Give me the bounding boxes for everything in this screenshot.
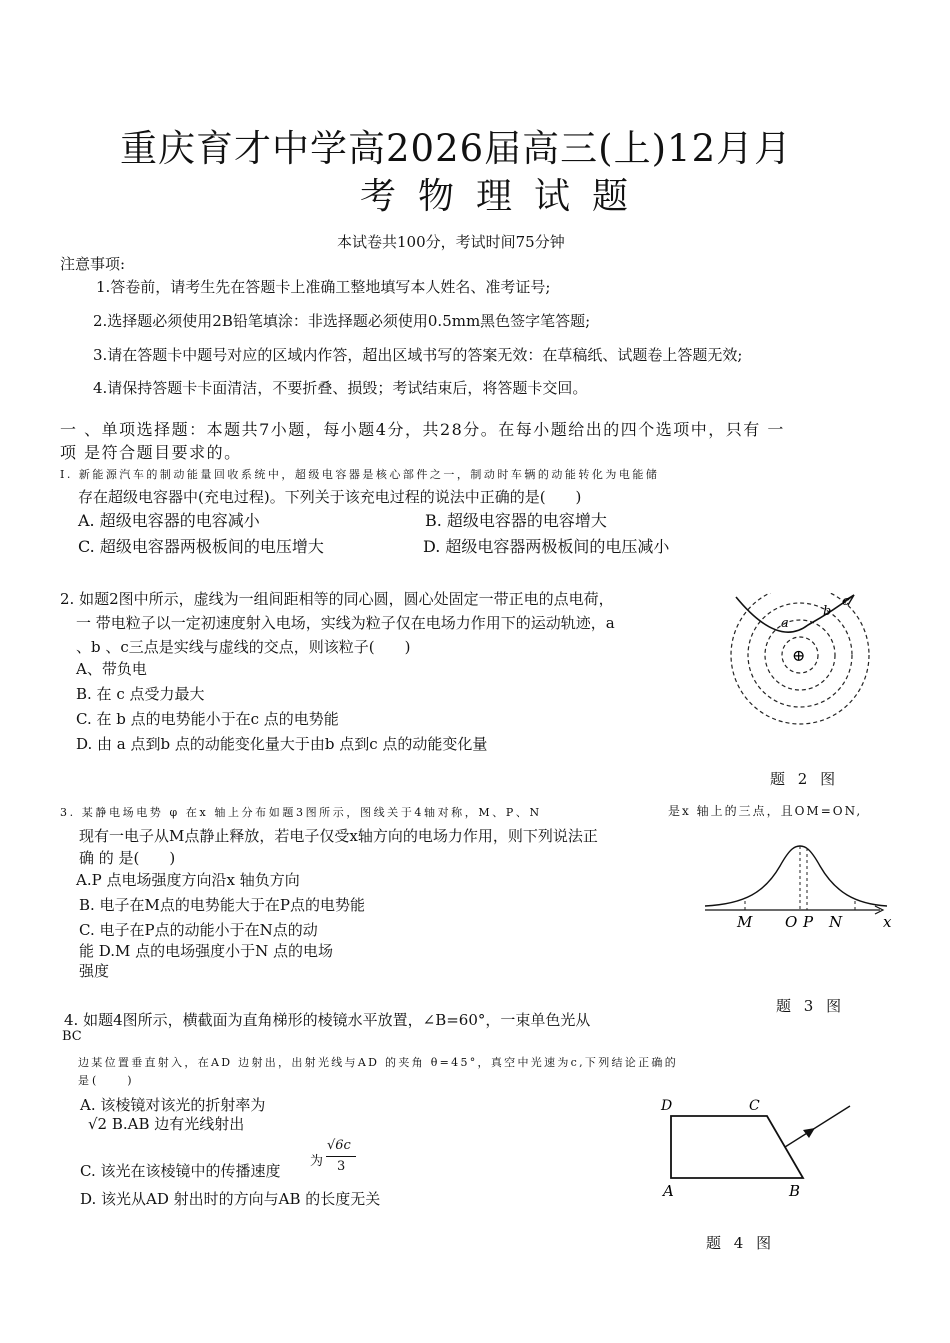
q4-option-d: D. 该光从AD 射出时的方向与AB 的长度无关 [80, 1190, 381, 1208]
q4-option-c: C. 该光在该棱镜中的传播速度 [80, 1162, 281, 1180]
q4-label-a: A [663, 1182, 674, 1200]
q4-label-d: D [661, 1098, 673, 1114]
q4-stem-line1-cont: BC [62, 1029, 82, 1044]
q1-stem-line2: 存在超级电容器中(充电过程)。下列关于该充电过程的说法中正确的是( ) [78, 488, 582, 506]
q1-option-d: D. 超级电容器两极板间的电压减小 [423, 537, 670, 556]
q2-option-a: A、带负电 [76, 660, 147, 678]
notice-item-4: 4.请保持答题卡卡面清洁，不要折叠、损毁；考试结束后，将答题卡交回。 [93, 379, 588, 397]
q2-positive-charge-icon: ⊕ [792, 646, 806, 665]
exam-title-line2: 考物理试题 [360, 176, 651, 217]
q1-option-c: C. 超级电容器两极板间的电压增大 [78, 537, 324, 556]
q2-label-a: a [781, 616, 789, 631]
q4-ray-arrow-icon [803, 1128, 815, 1138]
q4-incident-ray [785, 1106, 850, 1147]
q3-label-n: N [829, 913, 843, 931]
q1-option-a: A. 超级电容器的电容减小 [78, 511, 260, 530]
q4-trapezoid-prism [671, 1116, 803, 1178]
section-heading-line1: 一 、单项选择题：本题共7小题，每小题4分，共28分。在每小题给出的四个选项中，只有 一 [60, 420, 785, 439]
notice-item-3: 3.请在答题卡中题号对应的区域内作答，超出区域书写的答案无效：在草稿纸、试题卷上答题无效; [93, 346, 743, 364]
q3-stem-line3: 确 的 是( ) [79, 849, 176, 867]
q3-stem-line2: 现有一电子从M点静止释放，若电子仅受x轴方向的电场力作用，则下列说法正 [79, 827, 598, 845]
exam-title-line1: 重庆育才中学高2026届高三(上)12月月 [120, 127, 793, 170]
q3-option-d-cont: 强度 [79, 962, 110, 980]
q4-label-b: B [789, 1182, 801, 1200]
q3-option-a: A.P 点电场强度方向沿x 轴负方向 [76, 871, 300, 889]
q3-label-x: x [883, 913, 892, 931]
q3-label-m: M [737, 913, 753, 931]
q4-option-a: A. 该棱镜对该光的折射率为 [80, 1096, 266, 1114]
q1-option-b: B. 超级电容器的电容增大 [425, 511, 607, 530]
q4-speed-denominator: 3 [337, 1159, 346, 1174]
q3-option-b: B. 电子在M点的电势能大于在P点的电势能 [79, 896, 366, 914]
q2-option-c: C. 在 b 点的电势能小于在c 点的电势能 [76, 710, 339, 728]
q2-figure-concentric-field [718, 593, 886, 733]
q4-stem-line3: 是( ) [78, 1074, 135, 1087]
q2-option-d: D. 由 a 点到b 点的动能变化量大于由b 点到c 点的动能变化量 [76, 735, 488, 753]
q2-stem-line3: 、b 、c三点是实线与虚线的交点，则该粒子( ) [76, 638, 411, 656]
q3-stem-line1-end: 是x 轴上的三点，且OM=ON, [668, 804, 863, 818]
q3-label-o: O [785, 913, 798, 931]
q4-figure-prism [655, 1098, 865, 1203]
q4-speed-numerator: √6c [327, 1138, 351, 1153]
q4-option-a-cont-and-b: √2 B.AB 边有光线射出 [88, 1115, 245, 1133]
q3-label-p: P [803, 913, 814, 931]
notice-item-2: 2.选择题必须使用2B铅笔填涂：非选择题必须使用0.5mm黑色签字笔答题; [93, 312, 591, 330]
q4-stem-line2: 边某位置垂直射入，在AD 边射出，出射光线与AD 的夹角 θ=45°，真空中光速为c,下列结论正确的 [78, 1056, 679, 1069]
q2-particle-trajectory [736, 595, 854, 632]
q4-stem-line1: 4. 如题4图所示，横截面为直角梯形的棱镜水平放置，∠B=60°，一束单色光从 [64, 1011, 591, 1029]
q3-stem-line1: 3. 某静电场电势 φ 在x 轴上分布如题3图所示，图线关于4轴对称，M、P、N [60, 806, 542, 819]
q4-speed-prefix: 为 [310, 1154, 324, 1169]
q4-label-c: C [749, 1098, 760, 1114]
q4-fraction-bar [326, 1156, 356, 1157]
q2-stem-line2: 一 带电粒子以一定初速度射入电场，实线为粒子仅在电场力作用下的运动轨迹，a [76, 614, 615, 632]
q2-label-c: c [842, 594, 850, 609]
q1-stem-line1: I. 新能源汽车的制动能量回收系统中，超级电容器是核心部件之一，制动时车辆的动能转化为电能储 [60, 468, 660, 481]
q4-figure-caption: 题 4 图 [706, 1234, 776, 1252]
q2-stem-line1: 2. 如题2图中所示，虚线为一组间距相等的同心圆，圆心处固定一带正电的点电荷， [60, 590, 614, 608]
notice-heading: 注意事项: [60, 255, 126, 273]
q3-potential-curve [705, 846, 887, 906]
exam-subtitle: 本试卷共100分，考试时间75分钟 [337, 233, 565, 251]
q3-figure-caption: 题 3 图 [776, 997, 846, 1015]
section-heading-line2: 项 是符合题目要求的。 [60, 443, 242, 462]
q3-figure-potential-curve [695, 838, 895, 938]
q3-option-c: C. 电子在P点的动能小于在N点的动 [79, 921, 318, 939]
q3-option-c-cont-and-d: 能 D.M 点的电场强度小于N 点的电场 [79, 942, 334, 960]
q2-option-b: B. 在 c 点受力最大 [76, 685, 205, 703]
notice-item-1: 1.答卷前，请考生先在答题卡上准确工整地填写本人姓名、准考证号; [96, 278, 551, 296]
q2-figure-caption: 题 2 图 [770, 770, 840, 788]
q2-label-b: b [823, 604, 832, 619]
